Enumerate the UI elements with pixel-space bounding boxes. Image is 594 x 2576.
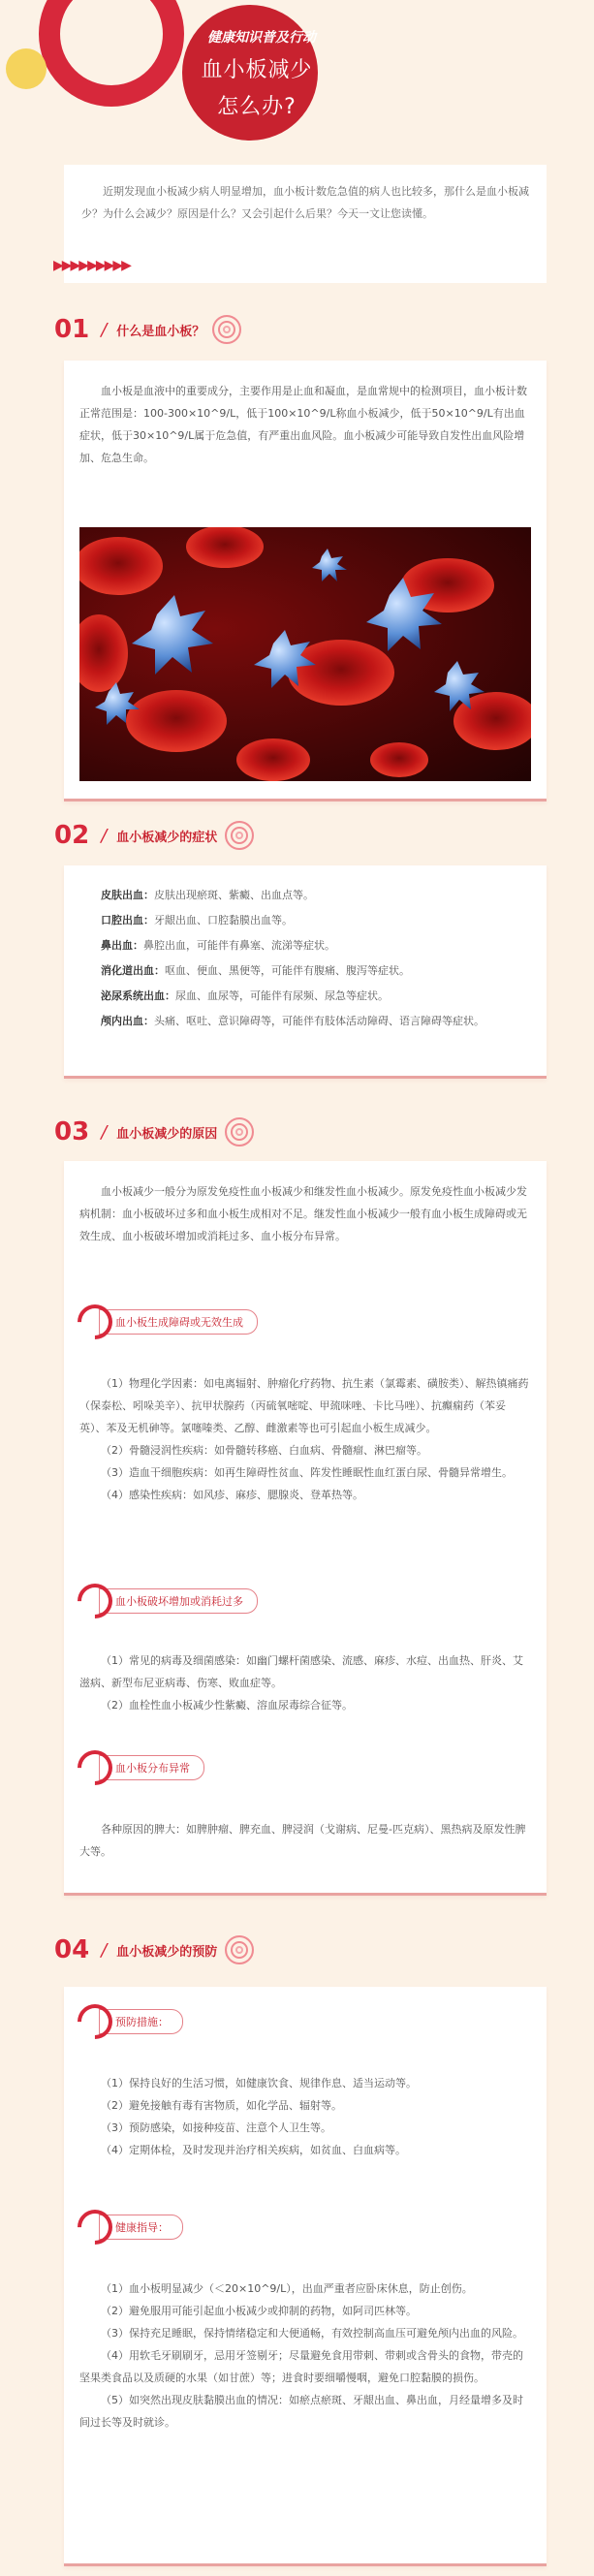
- section-title: 血小板减少的预防: [116, 1944, 218, 1960]
- section-text: 血小板减少一般分为原发免疫性血小板减少和继发性血小板减少。原发免疫性血小板减少发病机制：血小板破坏过多和血小板生成相对不足。继发性血小板减少一般有血小板生成障碍或无效生成、血小板破坏增加或消耗过多、血小板分布异常。: [79, 1185, 527, 1242]
- arrows-decoration: ▶▶▶▶▶▶▶▶▶: [53, 258, 130, 273]
- subsection-body: [79, 2072, 531, 2161]
- subsection-tag: 预防措施：: [78, 2004, 183, 2039]
- list-item: （1）常见的病毒及细菌感染：如幽门螺杆菌感染、流感、麻疹、水痘、出血热、肝炎、艾滋病、新型布尼亚病毒、伤寒、败血症等。: [79, 1654, 523, 1689]
- header-deco-dot: [6, 48, 47, 89]
- section-title: 什么是血小板？: [116, 324, 205, 339]
- subsection-tag: 健康指导：: [78, 2210, 183, 2245]
- slash-decoration: /: [101, 1939, 108, 1961]
- section-number: 04: [54, 1935, 90, 1964]
- subsection-tag: 血小板生成障碍或无效生成: [78, 1304, 258, 1339]
- section-03-head: [54, 1113, 254, 1151]
- list-item: （4）用软毛牙刷刷牙，忌用牙签剔牙；尽量避免食用带刺、带刺或含骨头的食物，带壳的坚果类食品以及质硬的水果（如甘蔗）等；进食时要细嚼慢咽，避免口腔黏膜的损伤。: [79, 2349, 523, 2384]
- list-item: （2）避免服用可能引起血小板减少或抑制的药物，如阿司匹林等。: [101, 2305, 417, 2317]
- list-item: （2）血栓性血小板减少性紫癜、溶血尿毒综合征等。: [101, 1699, 353, 1712]
- tag-ring-icon: [71, 1577, 120, 1626]
- header-deco-ring: [39, 0, 184, 107]
- ring-icon: [212, 315, 241, 344]
- list-item: （3）保持充足睡眠，保持情绪稳定和大便通畅，有效控制高血压可避免颅内出血的风险。: [101, 2327, 523, 2340]
- intro-paragraph: 近期发现血小板减少病人明显增加，血小板计数危急值的病人也比较多，那什么是血小板减少？为什么会减少？原因是什么？又会引起什么后果？今天一文让您读懂。: [64, 165, 547, 283]
- list-item: （1）血小板明显减少（＜20×10^9/L），出血严重者应卧床休息，防止创伤。: [101, 2282, 473, 2295]
- section-02-head: [54, 816, 254, 855]
- subsection-body: [79, 1649, 531, 1716]
- tag-ring-icon: [71, 1298, 120, 1347]
- ring-icon: [225, 1935, 254, 1964]
- subsection-body: [79, 1372, 531, 1506]
- section-03-card: [64, 1161, 547, 1896]
- list-item: 各种原因的脾大：如脾肿瘤、脾充血、脾浸润（戈谢病、尼曼-匹克病）、黑热病及原发性脾大等。: [79, 1823, 526, 1858]
- subsection-tag: 血小板分布异常: [78, 1750, 204, 1785]
- symptom-item: 颅内出血：头痛、呕吐、意识障碍等，可能伴有肢体活动障碍、语言障碍等症状。: [101, 1015, 485, 1027]
- tag-ring-icon: [71, 2203, 120, 2252]
- symptom-item: 鼻出血：鼻腔出血，可能伴有鼻塞、流涕等症状。: [101, 939, 335, 952]
- tag-ring-icon: [71, 1744, 120, 1793]
- symptom-item: 消化道出血：呕血、便血、黑便等，可能伴有腹痛、腹泻等症状。: [101, 964, 410, 977]
- list-item: （1）物理化学因素：如电离辐射、肿瘤化疗药物、抗生素（氯霉素、磺胺类）、解热镇痛药（保泰松、吲哚美辛）、抗甲状腺药（丙硫氧嘧啶、甲巯咪唑、卡比马唑）、抗癫痫药（苯妥英）、苯及无机砷等。氯噻嗪类、乙醇、雌激素等也可引起血小板生成减少。: [79, 1377, 529, 1434]
- section-02-card: [64, 865, 547, 1079]
- list-item: （2）骨髓浸润性疾病：如骨髓转移癌、白血病、骨髓瘤、淋巴瘤等。: [101, 1444, 427, 1457]
- page-title-line1: 血小板减少: [201, 58, 313, 82]
- list-item: （4）定期体检，及时发现并治疗相关疾病，如贫血、白血病等。: [101, 2144, 406, 2156]
- subsection-body: [79, 1818, 531, 1863]
- ring-icon: [225, 821, 254, 850]
- section-number: 02: [54, 821, 90, 850]
- header-kicker: 健康知识普及行动: [207, 30, 316, 46]
- ring-icon: [225, 1117, 254, 1147]
- slash-decoration: /: [101, 825, 108, 846]
- symptom-item: 泌尿系统出血：尿血、血尿等，可能伴有尿频、尿急等症状。: [101, 990, 389, 1002]
- section-number: 01: [54, 315, 90, 344]
- symptom-item: 皮肤出血：皮肤出现瘀斑、紫癜、出血点等。: [101, 889, 314, 901]
- section-title: 血小板减少的原因: [116, 1126, 218, 1142]
- symptom-item: 口腔出血：牙龈出血、口腔黏膜出血等。: [101, 914, 293, 927]
- section-text: 血小板是血液中的重要成分，主要作用是止血和凝血，是血常规中的检测项目，血小板计数正常范围是：100-300×10^9/L，低于100×10^9/L称血小板减少，低于50×10^9/L有出血症状，低于30×10^9/L属于危急值，有严重出血风险。血小板减少可能导致自发性出血风险增加、危急生命。: [79, 385, 527, 464]
- page-title: [184, 52, 329, 126]
- subsection-body: [79, 2278, 531, 2434]
- slash-decoration: /: [101, 319, 108, 340]
- platelet-illustration: [79, 527, 531, 781]
- subsection-tag: 血小板破坏增加或消耗过多: [78, 1584, 258, 1618]
- section-title: 血小板减少的症状: [116, 830, 218, 845]
- list-item: （1）保持良好的生活习惯，如健康饮食、规律作息、适当运动等。: [101, 2077, 417, 2089]
- list-item: （4）感染性疾病：如风疹、麻疹、腮腺炎、登革热等。: [101, 1489, 363, 1501]
- list-item: （2）避免接触有毒有害物质，如化学品、辐射等。: [101, 2099, 342, 2112]
- page-title-line2: 怎么办?: [217, 95, 297, 119]
- list-item: （3）预防感染，如接种疫苗、注意个人卫生等。: [101, 2121, 331, 2134]
- section-04-card: [64, 1987, 547, 2566]
- section-01-head: [54, 310, 241, 349]
- section-number: 03: [54, 1117, 90, 1147]
- slash-decoration: /: [101, 1121, 108, 1143]
- list-item: （5）如突然出现皮肤黏膜出血的情况：如瘀点瘀斑、牙龈出血、鼻出血，月经量增多及时间过长等及时就诊。: [79, 2394, 523, 2429]
- section-04-head: [54, 1931, 254, 1969]
- section-01-card: [64, 361, 547, 801]
- tag-ring-icon: [71, 1997, 120, 2047]
- list-item: （3）造血干细胞疾病：如再生障碍性贫血、阵发性睡眠性血红蛋白尿、骨髓异常增生。: [101, 1466, 513, 1479]
